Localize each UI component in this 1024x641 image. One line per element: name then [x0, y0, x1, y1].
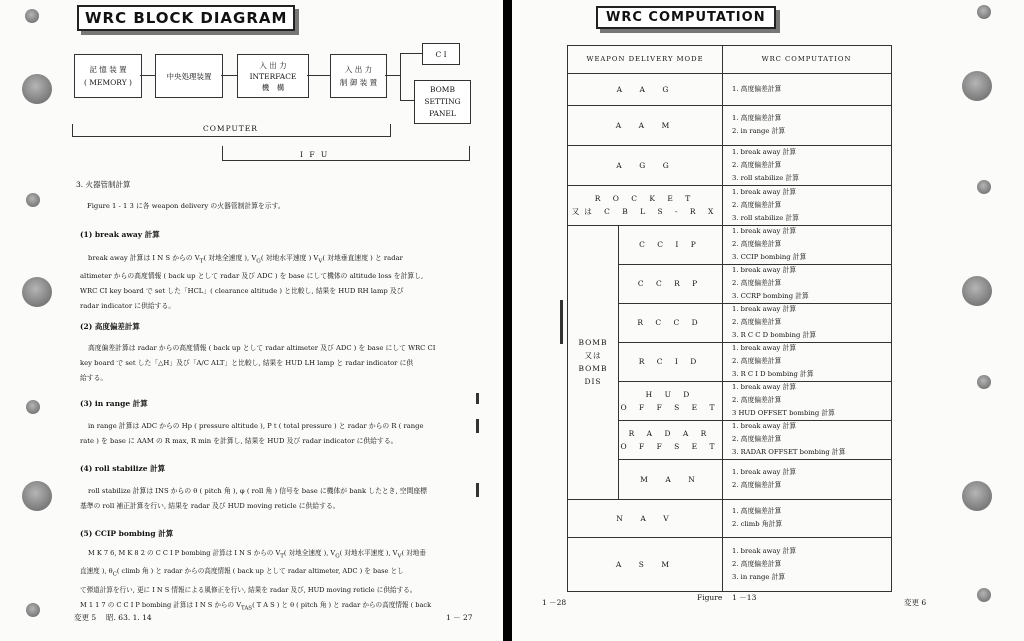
computation-cell: 1. 高度偏差計算 2. in range 計算 [732, 114, 786, 135]
change-bar [476, 393, 479, 404]
mode-cell: C C I P [639, 240, 701, 249]
punch-hole [977, 588, 991, 602]
punch-hole [26, 193, 40, 207]
paragraph-roll-stabilize: roll stabilize 計算は INS からの θ ( pitch 角 ), φ ( roll 角 ) 信号を base に機体が bank したとき, 空間座標 基準の roll 補正計算を行い, 結果を radar 及び HUD moving reticle に供給する。 [80, 487, 427, 510]
heading-break-away: (1) break away 計算 [80, 230, 160, 239]
punch-hole [22, 277, 52, 307]
computation-cell: 1. break away 計算 2. 高度偏差計算 3. roll stabilize 計算 [732, 187, 799, 222]
paragraph-ccip-bombing: M K 7 6, M K 8 2 の C C I P bombing 計算は I N S からの $V_T$( 対地全速度 ), $V_G$( 対地水平速度 ), $V_V$( 対地垂 直速度 ), $\theta_C$( climb 角 ) と radar からの高度情報 ( back up として radar altimeter, ADC ) を base とし て弾道計算を行い, 更に I N S 情報による風修正を行い, 結果を radar 及び, HUD moving reticle に供給する。 M 1 1 7 の C C I P bombing 計算は I N S からの $V_{TAS}$( T A S ) と θ ( pitch 角 ) と radar からの高度情報 ( back [80, 549, 432, 611]
interface-block [237, 54, 309, 98]
mode-cell: N A V [616, 513, 674, 523]
mode-cell: A A M [615, 120, 675, 130]
computer-label: COMPUTER [203, 124, 258, 133]
right-page [512, 0, 1024, 641]
computation-table [567, 45, 892, 592]
computation-cell: 1. break away 計算 2. 高度偏差計算 3. R C I D bombing 計算 [732, 344, 814, 378]
figure-caption: Figure 1 －13 [697, 593, 757, 602]
punch-hole [22, 74, 52, 104]
group-divider [618, 225, 619, 499]
bomb-panel-label-2: SETTING [424, 97, 461, 106]
left-page [0, 0, 503, 641]
connector [385, 75, 400, 76]
mode-cell: R C C D [637, 318, 703, 327]
computer-bracket [390, 124, 391, 136]
heading-ccip-bombing: (5) CCIP bombing 計算 [80, 529, 174, 538]
io-control-block [330, 54, 387, 98]
connector [400, 53, 422, 54]
connector [400, 100, 414, 101]
memory-sublabel: ( MEMORY ) [84, 78, 132, 87]
memory-label: 記 憶 装 置 [89, 65, 127, 74]
section-title: 3. 火器管制計算 [76, 180, 131, 189]
punch-hole [962, 276, 992, 306]
heading-altitude-deviation: (2) 高度偏差計算 [80, 322, 140, 331]
heading-roll-stabilize: (4) roll stabilize 計算 [80, 464, 166, 473]
connector [400, 53, 401, 101]
bomb-panel-block [414, 80, 471, 124]
interface-sublabel-2: 機 構 [261, 82, 285, 92]
mode-cell: A A G [616, 84, 674, 94]
mode-cell: R C I D [638, 357, 702, 366]
ifu-label: I F U [300, 150, 330, 159]
punch-hole [977, 5, 991, 19]
computation-cell: 1. break away 計算 2. 高度偏差計算 3 HUD OFFSET bombing 計算 [732, 383, 835, 417]
punch-hole [962, 481, 992, 511]
bomb-panel-label: BOMB [430, 85, 455, 94]
computation-cell: 1. 高度偏差計算 [732, 84, 782, 93]
computation-cell: 1. break away 計算 2. 高度偏差計算 [732, 468, 797, 489]
punch-hole [962, 71, 992, 101]
footer-revision: 変更 6 [904, 598, 927, 607]
mode-cell: M A N [640, 474, 700, 484]
punch-hole [977, 180, 991, 194]
mode-cell: C C R P [637, 279, 703, 288]
computer-bracket [72, 136, 391, 137]
mode-cell: R A D A R O F F S E T [620, 428, 720, 451]
punch-hole [977, 375, 991, 389]
page-title: WRC COMPUTATION [596, 6, 776, 29]
connector [140, 75, 155, 76]
ifu-bracket [469, 146, 470, 160]
computation-cell: 1. break away 計算 2. 高度偏差計算 3. R C C D bombing 計算 [732, 305, 817, 339]
ifu-bracket [222, 146, 223, 160]
connector [307, 75, 330, 76]
bomb-group-label: BOMB 又は BOMB DIS [578, 338, 608, 386]
cpu-label: 中央処理装置 [166, 71, 212, 81]
computer-bracket [72, 124, 73, 136]
change-bar [560, 300, 563, 344]
column-header-mode: WEAPON DELIVERY MODE [586, 55, 704, 63]
io-control-sublabel: 制 御 装 置 [339, 78, 378, 87]
computation-cell: 1. break away 計算 2. 高度偏差計算 3. RADAR OFFSET bombing 計算 [732, 422, 846, 456]
ci-block [422, 43, 460, 65]
column-divider [722, 46, 723, 591]
io-control-label: 入 出 力 [344, 65, 373, 74]
computation-cell: 1. break away 計算 2. 高度偏差計算 3. CCRP bombing 計算 [732, 266, 809, 300]
computation-cell: 1. break away 計算 2. 高度偏差計算 3. roll stabilize 計算 [732, 147, 799, 182]
punch-hole [25, 9, 39, 23]
column-header-computation: WRC COMPUTATION [761, 55, 852, 63]
ifu-bracket [222, 160, 470, 161]
interface-label: 入 出 力 [259, 60, 287, 70]
page-number: 1 － 27 [446, 613, 473, 622]
computation-cell: 1. break away 計算 2. 高度偏差計算 3. CCIP bombing 計算 [732, 227, 807, 261]
intro-text: Figure 1 - 1 3 に各 weapon delivery の火器管制計算を示す。 [87, 202, 285, 210]
footer-revision: 変更 5 昭. 63. 1. 14 [74, 613, 152, 622]
change-bar [476, 419, 479, 433]
punch-hole [26, 400, 40, 414]
paragraph-break-away: break away 計算は I N S からの $V_T$( 対地全速度 ), $V_G$( 対地水平速度 ) $V_V$( 対地垂直速度 ) と radar altimeter からの高度情報 ( back up として radar 及び ADC ) を base にして機体の altitude loss を計算し, WRC CI key board で set した「HCL」( clearance altitude ) と比較し, 結果を HUD RH lamp 及び radar indicator に供給する。 [80, 254, 424, 311]
cpu-block [155, 54, 223, 98]
punch-hole [26, 603, 40, 617]
bomb-panel-label-3: PANEL [429, 109, 456, 118]
paragraph-in-range: in range 計算は ADC からの Hp ( pressure altitude ), P t ( total pressure ) と radar からの R ( range rate ) を base に AAM の R max, R min を計算し, 結果を HUD 及び radar indicator に供給する。 [80, 422, 424, 445]
memory-block [74, 54, 142, 98]
computation-cell: 1. 高度偏差計算 2. climb 角計算 [732, 507, 783, 528]
change-bar [476, 483, 479, 497]
interface-sublabel: INTERFACE [249, 71, 297, 81]
heading-in-range: (3) in range 計算 [80, 399, 148, 408]
mode-cell: A G G [616, 160, 674, 170]
paragraph-altitude-deviation: 高度偏差計算は radar からの高度情報 ( back up として radar altimeter 及び ADC ) を base にして WRC CI key board で set した「△H」及び「A/C ALT」と比較し, 結果を HUD LH lamp と radar indicator に供 給する。 [80, 344, 436, 382]
connector [221, 75, 237, 76]
punch-hole [22, 481, 52, 511]
ci-label: C I [435, 49, 447, 59]
mode-cell: A S M [615, 559, 675, 569]
mode-cell: H U D O F F S E T [620, 389, 720, 412]
page-number: 1 －28 [542, 598, 567, 607]
mode-cell: R O C K E T 又は C B L S - R X [571, 194, 719, 216]
computation-cell: 1. break away 計算 2. 高度偏差計算 3. in range 計算 [732, 546, 797, 581]
page-title: WRC BLOCK DIAGRAM [77, 5, 295, 31]
